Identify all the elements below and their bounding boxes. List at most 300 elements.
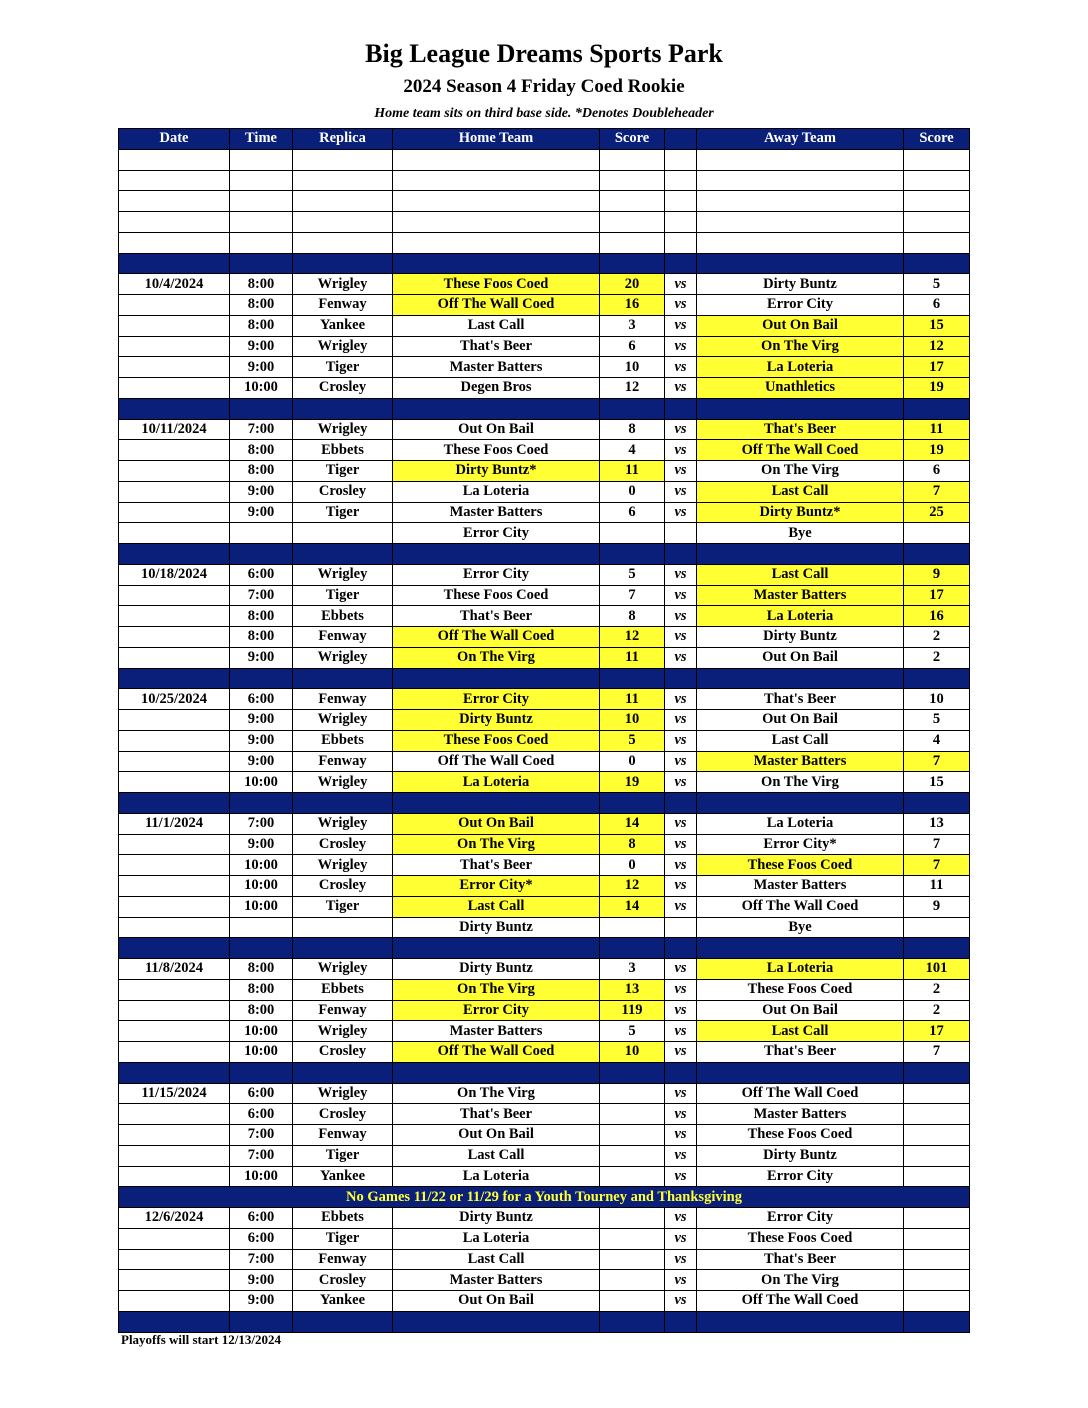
time-cell: 10:00 (230, 1021, 293, 1042)
home-score-cell (600, 1104, 665, 1125)
replica-cell: Tiger (293, 502, 393, 523)
home-score-cell: 5 (600, 564, 665, 585)
home-team-cell: La Loteria (393, 1228, 600, 1249)
home-team-cell: That's Beer (393, 336, 600, 357)
separator-cell (665, 793, 697, 814)
vs-cell: vs (665, 1228, 697, 1249)
vs-cell: vs (665, 647, 697, 668)
home-score-cell (600, 917, 665, 938)
blank-cell (393, 149, 600, 170)
away-team-cell: Dirty Buntz (697, 274, 904, 295)
home-team-cell: La Loteria (393, 772, 600, 793)
home-score-cell (600, 1208, 665, 1229)
away-team-cell: On The Virg (697, 1270, 904, 1291)
home-score-cell (600, 1291, 665, 1312)
replica-cell: Crosley (293, 1270, 393, 1291)
away-team-cell: That's Beer (697, 1042, 904, 1063)
time-cell: 8:00 (230, 274, 293, 295)
date-cell (119, 730, 230, 751)
away-team-cell: On The Virg (697, 461, 904, 482)
away-score-cell: 17 (904, 357, 970, 378)
replica-cell: Fenway (293, 1249, 393, 1270)
away-score-cell: 11 (904, 419, 970, 440)
home-score-cell: 10 (600, 357, 665, 378)
home-team-cell: La Loteria (393, 481, 600, 502)
replica-cell: Tiger (293, 357, 393, 378)
home-team-cell: Dirty Buntz (393, 1208, 600, 1229)
time-cell: 8:00 (230, 1000, 293, 1021)
away-score-cell: 5 (904, 274, 970, 295)
date-cell (119, 585, 230, 606)
replica-cell (293, 523, 393, 544)
date-cell (119, 1270, 230, 1291)
date-cell (119, 502, 230, 523)
home-team-cell: Master Batters (393, 357, 600, 378)
date-cell (119, 627, 230, 648)
time-cell: 8:00 (230, 606, 293, 627)
home-score-cell: 8 (600, 419, 665, 440)
separator-cell (904, 793, 970, 814)
time-cell: 10:00 (230, 855, 293, 876)
vs-cell: vs (665, 1021, 697, 1042)
home-team-cell: Off The Wall Coed (393, 1042, 600, 1063)
away-score-cell: 9 (904, 564, 970, 585)
game-row (119, 1166, 970, 1187)
away-score-cell: 25 (904, 502, 970, 523)
away-team-cell: These Foos Coed (697, 855, 904, 876)
away-team-cell: Error City (697, 1166, 904, 1187)
blank-cell (665, 149, 697, 170)
away-score-cell: 11 (904, 876, 970, 897)
time-cell: 8:00 (230, 959, 293, 980)
time-cell: 10:00 (230, 876, 293, 897)
away-team-cell: Master Batters (697, 585, 904, 606)
home-team-cell: That's Beer (393, 1104, 600, 1125)
home-score-cell: 8 (600, 834, 665, 855)
separator-cell (600, 668, 665, 689)
vs-cell: vs (665, 855, 697, 876)
away-score-cell: 10 (904, 689, 970, 710)
schedule-body (119, 149, 970, 1332)
replica-cell: Crosley (293, 378, 393, 399)
game-row (119, 1000, 970, 1021)
home-score-cell: 12 (600, 378, 665, 399)
game-row (119, 627, 970, 648)
replica-cell: Yankee (293, 1166, 393, 1187)
separator-row (119, 668, 970, 689)
blank-cell (697, 212, 904, 233)
date-cell (119, 834, 230, 855)
away-team-cell: Unathletics (697, 378, 904, 399)
game-row (119, 689, 970, 710)
header-row (119, 129, 970, 150)
away-team-cell: Dirty Buntz (697, 1145, 904, 1166)
vs-cell: vs (665, 357, 697, 378)
away-score-cell (904, 523, 970, 544)
time-cell (230, 917, 293, 938)
home-score-cell: 3 (600, 315, 665, 336)
date-cell: 11/15/2024 (119, 1083, 230, 1104)
separator-cell (293, 793, 393, 814)
separator-cell (393, 1311, 600, 1332)
blank-cell (230, 170, 293, 191)
game-row (119, 834, 970, 855)
time-cell: 7:00 (230, 1145, 293, 1166)
away-team-cell: Master Batters (697, 876, 904, 897)
away-score-cell (904, 1083, 970, 1104)
separator-cell (904, 1311, 970, 1332)
separator-cell (393, 398, 600, 419)
away-team-cell: Last Call (697, 481, 904, 502)
separator-cell (904, 938, 970, 959)
game-row (119, 1145, 970, 1166)
date-cell (119, 855, 230, 876)
replica-cell: Wrigley (293, 1021, 393, 1042)
away-score-cell: 2 (904, 647, 970, 668)
home-score-cell: 3 (600, 959, 665, 980)
game-row (119, 336, 970, 357)
date-cell: 12/6/2024 (119, 1208, 230, 1229)
blank-cell (697, 191, 904, 212)
away-score-cell: 19 (904, 440, 970, 461)
time-cell: 6:00 (230, 1208, 293, 1229)
home-team-cell: Degen Bros (393, 378, 600, 399)
blank-cell (600, 212, 665, 233)
away-score-cell: 4 (904, 730, 970, 751)
home-score-cell: 10 (600, 1042, 665, 1063)
game-row (119, 357, 970, 378)
away-score-cell: 7 (904, 855, 970, 876)
separator-cell (904, 544, 970, 565)
home-team-cell: Last Call (393, 896, 600, 917)
away-score-cell: 17 (904, 585, 970, 606)
away-team-cell: These Foos Coed (697, 979, 904, 1000)
separator-cell (393, 1062, 600, 1083)
home-team-cell: Error City (393, 564, 600, 585)
separator-cell (293, 938, 393, 959)
blank-cell (697, 170, 904, 191)
vs-cell: vs (665, 1270, 697, 1291)
time-cell: 8:00 (230, 315, 293, 336)
vs-cell: vs (665, 1042, 697, 1063)
vs-cell: vs (665, 1145, 697, 1166)
separator-cell (119, 1311, 230, 1332)
separator-cell (697, 253, 904, 274)
game-row (119, 1021, 970, 1042)
separator-cell (665, 1311, 697, 1332)
separator-cell (665, 1062, 697, 1083)
away-score-cell: 5 (904, 710, 970, 731)
date-cell (119, 917, 230, 938)
vs-cell: vs (665, 461, 697, 482)
date-cell (119, 1145, 230, 1166)
away-team-cell: La Loteria (697, 813, 904, 834)
separator-cell (600, 793, 665, 814)
replica-cell: Fenway (293, 627, 393, 648)
col-away-score: Score (904, 129, 970, 150)
away-score-cell (904, 1145, 970, 1166)
separator-cell (293, 1311, 393, 1332)
game-row (119, 979, 970, 1000)
blank-cell (119, 149, 230, 170)
separator-row (119, 544, 970, 565)
vs-cell: vs (665, 502, 697, 523)
separator-cell (904, 1062, 970, 1083)
separator-cell (904, 253, 970, 274)
home-score-cell: 12 (600, 876, 665, 897)
replica-cell: Tiger (293, 461, 393, 482)
away-score-cell: 9 (904, 896, 970, 917)
blank-row (119, 232, 970, 253)
col-away-team: Away Team (697, 129, 904, 150)
away-team-cell: That's Beer (697, 1249, 904, 1270)
game-row (119, 461, 970, 482)
home-score-cell: 6 (600, 502, 665, 523)
game-row (119, 1228, 970, 1249)
separator-cell (293, 253, 393, 274)
time-cell: 10:00 (230, 1166, 293, 1187)
time-cell: 9:00 (230, 1291, 293, 1312)
separator-cell (697, 1311, 904, 1332)
time-cell: 7:00 (230, 419, 293, 440)
replica-cell: Wrigley (293, 772, 393, 793)
home-team-cell: Out On Bail (393, 813, 600, 834)
blank-cell (904, 232, 970, 253)
replica-cell: Wrigley (293, 336, 393, 357)
date-cell (119, 336, 230, 357)
away-score-cell: 6 (904, 295, 970, 316)
col-time: Time (230, 129, 293, 150)
home-team-cell: These Foos Coed (393, 440, 600, 461)
away-team-cell: Error City* (697, 834, 904, 855)
replica-cell (293, 917, 393, 938)
replica-cell: Tiger (293, 1228, 393, 1249)
home-team-cell: These Foos Coed (393, 585, 600, 606)
time-cell: 6:00 (230, 1104, 293, 1125)
separator-cell (293, 398, 393, 419)
date-cell (119, 481, 230, 502)
time-cell: 7:00 (230, 813, 293, 834)
blank-cell (600, 149, 665, 170)
replica-cell: Ebbets (293, 606, 393, 627)
replica-cell: Tiger (293, 585, 393, 606)
home-score-cell: 11 (600, 461, 665, 482)
game-row (119, 710, 970, 731)
home-score-cell: 20 (600, 274, 665, 295)
home-team-cell: Error City (393, 1000, 600, 1021)
blank-cell (665, 191, 697, 212)
away-team-cell: These Foos Coed (697, 1125, 904, 1146)
away-score-cell: 16 (904, 606, 970, 627)
date-cell (119, 1291, 230, 1312)
separator-cell (697, 793, 904, 814)
home-score-cell: 13 (600, 979, 665, 1000)
separator-cell (600, 253, 665, 274)
game-row (119, 1291, 970, 1312)
away-team-cell: That's Beer (697, 689, 904, 710)
date-cell (119, 647, 230, 668)
time-cell: 7:00 (230, 585, 293, 606)
blank-row (119, 191, 970, 212)
blank-cell (119, 232, 230, 253)
notice-text: No Games 11/22 or 11/29 for a Youth Tourney and Thanksgiving (119, 1187, 970, 1208)
page-subtitle: 2024 Season 4 Friday Coed Rookie (403, 76, 685, 97)
time-cell: 9:00 (230, 336, 293, 357)
date-cell: 10/4/2024 (119, 274, 230, 295)
home-team-cell: Dirty Buntz (393, 917, 600, 938)
home-team-cell: Dirty Buntz (393, 959, 600, 980)
date-cell (119, 461, 230, 482)
blank-cell (393, 212, 600, 233)
home-score-cell: 5 (600, 730, 665, 751)
time-cell: 6:00 (230, 1083, 293, 1104)
game-row (119, 896, 970, 917)
away-team-cell: Master Batters (697, 751, 904, 772)
replica-cell: Crosley (293, 876, 393, 897)
vs-cell: vs (665, 1291, 697, 1312)
separator-cell (119, 544, 230, 565)
col-vs (665, 129, 697, 150)
time-cell: 10:00 (230, 378, 293, 399)
separator-cell (230, 938, 293, 959)
game-row (119, 274, 970, 295)
home-score-cell: 11 (600, 689, 665, 710)
vs-cell: vs (665, 1208, 697, 1229)
away-team-cell: On The Virg (697, 336, 904, 357)
date-cell (119, 357, 230, 378)
home-team-cell: These Foos Coed (393, 730, 600, 751)
game-row (119, 876, 970, 897)
vs-cell: vs (665, 295, 697, 316)
blank-cell (697, 232, 904, 253)
separator-row (119, 793, 970, 814)
separator-cell (230, 668, 293, 689)
replica-cell: Wrigley (293, 1083, 393, 1104)
game-row (119, 959, 970, 980)
separator-cell (697, 398, 904, 419)
home-score-cell (600, 1166, 665, 1187)
time-cell: 9:00 (230, 481, 293, 502)
blank-cell (665, 232, 697, 253)
home-team-cell: On The Virg (393, 647, 600, 668)
home-score-cell (600, 1249, 665, 1270)
replica-cell: Ebbets (293, 1208, 393, 1229)
time-cell: 9:00 (230, 502, 293, 523)
away-team-cell: Bye (697, 523, 904, 544)
blank-cell (293, 170, 393, 191)
date-cell (119, 378, 230, 399)
game-row (119, 1249, 970, 1270)
date-cell: 11/1/2024 (119, 813, 230, 834)
away-score-cell: 7 (904, 751, 970, 772)
replica-cell: Fenway (293, 1125, 393, 1146)
vs-cell: vs (665, 710, 697, 731)
separator-cell (393, 938, 600, 959)
home-score-cell (600, 1270, 665, 1291)
date-cell (119, 315, 230, 336)
home-score-cell: 8 (600, 606, 665, 627)
vs-cell: vs (665, 813, 697, 834)
home-team-cell: On The Virg (393, 979, 600, 1000)
blank-cell (293, 232, 393, 253)
vs-cell: vs (665, 564, 697, 585)
blank-row (119, 212, 970, 233)
vs-cell: vs (665, 751, 697, 772)
home-team-cell: That's Beer (393, 855, 600, 876)
date-cell (119, 1104, 230, 1125)
away-score-cell: 13 (904, 813, 970, 834)
game-row (119, 378, 970, 399)
time-cell: 10:00 (230, 772, 293, 793)
separator-cell (697, 668, 904, 689)
replica-cell: Yankee (293, 315, 393, 336)
away-score-cell (904, 1270, 970, 1291)
separator-cell (697, 1062, 904, 1083)
game-row (119, 1125, 970, 1146)
time-cell: 10:00 (230, 1042, 293, 1063)
game-row (119, 295, 970, 316)
home-score-cell: 7 (600, 585, 665, 606)
away-score-cell: 15 (904, 772, 970, 793)
replica-cell: Ebbets (293, 730, 393, 751)
away-team-cell: That's Beer (697, 419, 904, 440)
time-cell: 9:00 (230, 647, 293, 668)
vs-cell: vs (665, 274, 697, 295)
time-cell: 9:00 (230, 730, 293, 751)
away-team-cell: Out On Bail (697, 1000, 904, 1021)
blank-cell (904, 191, 970, 212)
home-team-cell: Last Call (393, 1249, 600, 1270)
replica-cell: Wrigley (293, 647, 393, 668)
away-team-cell: La Loteria (697, 357, 904, 378)
separator-cell (600, 1311, 665, 1332)
blank-cell (665, 212, 697, 233)
home-team-cell: Last Call (393, 1145, 600, 1166)
away-team-cell: Off The Wall Coed (697, 896, 904, 917)
time-cell: 8:00 (230, 295, 293, 316)
away-score-cell: 6 (904, 461, 970, 482)
separator-cell (119, 398, 230, 419)
separator-cell (393, 668, 600, 689)
away-team-cell: Off The Wall Coed (697, 1291, 904, 1312)
col-home-team: Home Team (393, 129, 600, 150)
game-row (119, 772, 970, 793)
date-cell (119, 523, 230, 544)
away-score-cell (904, 1249, 970, 1270)
separator-cell (119, 938, 230, 959)
separator-cell (665, 398, 697, 419)
replica-cell: Fenway (293, 689, 393, 710)
vs-cell: vs (665, 896, 697, 917)
home-score-cell: 0 (600, 751, 665, 772)
separator-cell (119, 1062, 230, 1083)
time-cell: 8:00 (230, 440, 293, 461)
vs-cell: vs (665, 315, 697, 336)
separator-cell (665, 253, 697, 274)
date-cell (119, 606, 230, 627)
vs-cell: vs (665, 336, 697, 357)
replica-cell: Wrigley (293, 710, 393, 731)
away-score-cell: 7 (904, 834, 970, 855)
blank-row (119, 149, 970, 170)
time-cell (230, 523, 293, 544)
vs-cell: vs (665, 772, 697, 793)
vs-cell: vs (665, 1104, 697, 1125)
date-cell (119, 772, 230, 793)
replica-cell: Crosley (293, 1042, 393, 1063)
replica-cell: Wrigley (293, 419, 393, 440)
home-score-cell: 11 (600, 647, 665, 668)
